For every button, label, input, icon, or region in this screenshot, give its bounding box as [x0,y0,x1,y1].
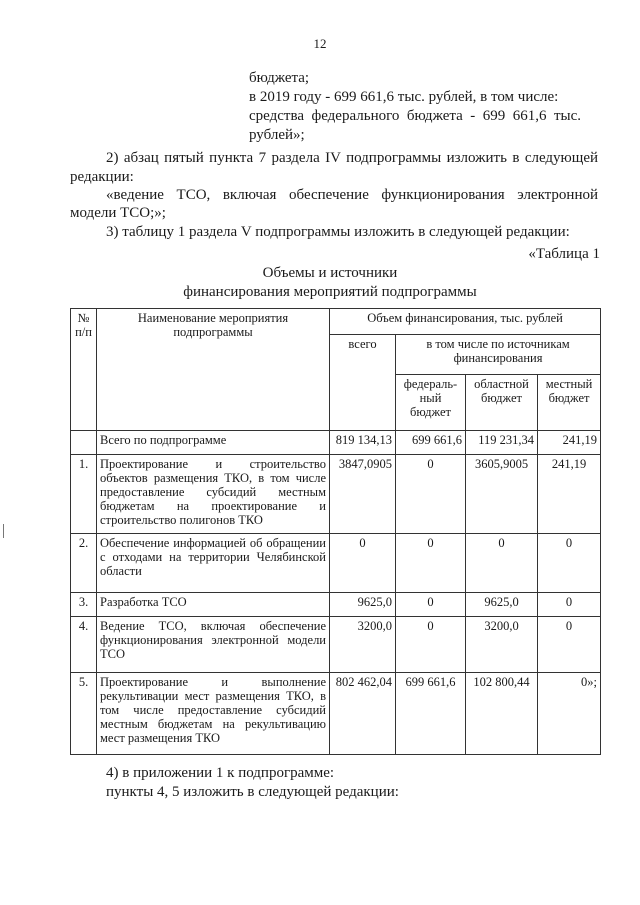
para2-line-2: редакции: [70,169,134,185]
page-number: 12 [313,36,327,51]
table-row [71,455,601,534]
header-volume: Объем финансирования, тыс. рублей [330,309,601,335]
table-title-line-2: финансирования мероприятий подпрограммы [183,284,477,300]
row-regional: 9625,0 [466,593,538,617]
header-num: № п/п [71,309,97,431]
row-federal: 0 [396,455,466,534]
table-title-line-1: Объемы и источники [262,265,398,281]
row-name: Проектирование и строительство объектов размещения ТКО, в том числе предоставление субсидий местным бюджетам на проектирование и строительство полигонов ТКО [97,455,330,534]
header-regional: областной бюджет [466,375,538,431]
row-name: Всего по подпрограмме [97,431,330,455]
table-row [71,593,601,617]
row-name: Ведение ТСО, включая обеспечение функционирования электронной модели ТСО [97,617,330,673]
para2-quote-line-2: модели ТСО;»; [70,205,166,221]
scan-margin-mark [3,524,4,538]
row-num: 4. [71,617,97,673]
after-line-1: 4) в приложении 1 к подпрограмме: [106,765,335,781]
row-federal: 699 661,6 [396,673,466,755]
row-local: 241,19 [538,431,601,455]
row-local: 241,19 [538,455,601,534]
row-total: 9625,0 [330,593,396,617]
intro-line-1: бюджета; [249,70,310,86]
row-federal: 0 [396,593,466,617]
para2-quote-line-1: «ведение ТСО, включая обеспечение функционирования электронной [106,187,598,203]
intro-line-3: средства федерального бюджета - 699 661,6 тыс. [249,108,581,124]
para2-line-1: 2) абзац пятый пункта 7 раздела IV подпрограммы изложить в следующей [106,150,598,166]
header-federal: федераль-ный бюджет [396,375,466,431]
row-name: Проектирование и выполнение рекультивации мест размещения ТКО, в том числе предоставление субсидий местным бюджетам на рекультивацию мест размещения ТКО [97,673,330,755]
funding-table [70,308,601,755]
row-local: 0 [538,534,601,593]
header-local: местный бюджет [538,375,601,431]
table-row [71,673,601,755]
after-line-2: пункты 4, 5 изложить в следующей редакции: [106,784,399,800]
table-row-total [71,431,601,455]
header-name: Наименование мероприятия подпрограммы [97,309,330,431]
row-local: 0»; [538,673,601,755]
table-row [71,534,601,593]
row-total: 3847,0905 [330,455,396,534]
table-row [71,617,601,673]
row-num [71,431,97,455]
header-incl: в том числе по источникам финансирования [396,335,601,375]
para3: 3) таблицу 1 раздела V подпрограммы изложить в следующей редакции: [106,224,570,240]
row-federal: 699 661,6 [396,431,466,455]
row-regional: 3605,9005 [466,455,538,534]
row-total: 0 [330,534,396,593]
header-total: всего [330,335,396,431]
row-name: Обеспечение информацией об обращении с отходами на территории Челябинской области [97,534,330,593]
row-total: 802 462,04 [330,673,396,755]
row-name: Разработка ТСО [97,593,330,617]
table-label: «Таблица 1 [528,246,600,262]
row-regional: 3200,0 [466,617,538,673]
row-num: 2. [71,534,97,593]
row-num: 1. [71,455,97,534]
intro-line-2: в 2019 году - 699 661,6 тыс. рублей, в том числе: [249,89,559,105]
intro-line-4: рублей»; [249,127,305,143]
row-regional: 119 231,34 [466,431,538,455]
row-local: 0 [538,617,601,673]
row-regional: 102 800,44 [466,673,538,755]
row-total: 3200,0 [330,617,396,673]
row-regional: 0 [466,534,538,593]
row-num: 3. [71,593,97,617]
row-federal: 0 [396,617,466,673]
row-total: 819 134,13 [330,431,396,455]
row-federal: 0 [396,534,466,593]
row-num: 5. [71,673,97,755]
row-local: 0 [538,593,601,617]
